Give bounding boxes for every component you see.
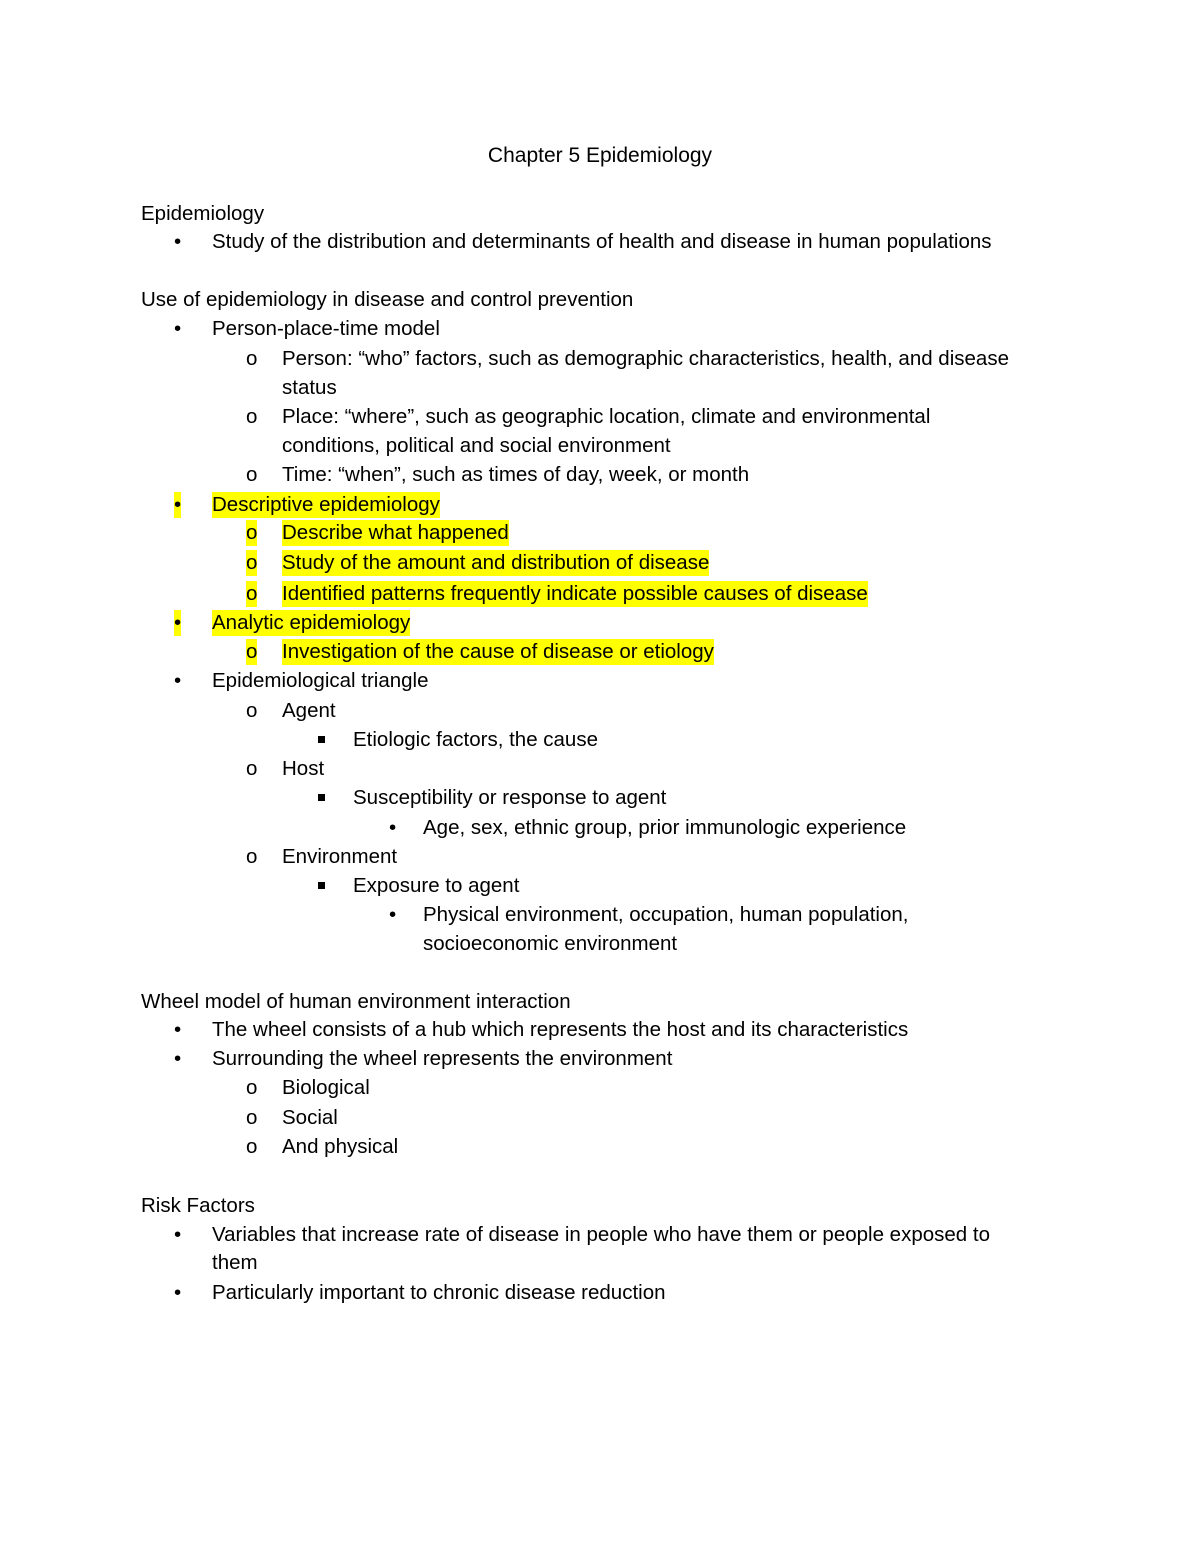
bullet-icon: • (174, 1018, 182, 1041)
circle-bullet-icon: o (246, 845, 258, 868)
page-title: Chapter 5 Epidemiology (487, 144, 713, 167)
section-heading-epidemiology: Epidemiology (141, 202, 265, 225)
circle-bullet-icon: o (246, 1135, 258, 1158)
list-item: Etiologic factors, the cause (353, 728, 598, 751)
circle-bullet-icon: o (246, 521, 258, 544)
bullet-icon: • (174, 1047, 182, 1070)
circle-bullet-icon: o (246, 551, 258, 574)
list-item-continuation: conditions, political and social environment (282, 434, 671, 457)
highlighted-list-item: Describe what happened (282, 521, 509, 544)
highlighted-list-item: Identified patterns frequently indicate possible causes of disease (282, 582, 868, 605)
bullet-icon: • (389, 903, 397, 926)
bullet-icon: • (389, 816, 397, 839)
bullet-icon: • (174, 1281, 182, 1304)
bullet-icon: • (174, 317, 182, 340)
list-item-continuation: socioeconomic environment (423, 932, 678, 955)
bullet-icon: • (174, 230, 182, 253)
circle-bullet-icon: o (246, 757, 258, 780)
list-item: Exposure to agent (353, 874, 520, 897)
circle-bullet-icon: o (246, 1106, 258, 1129)
list-item: And physical (282, 1135, 399, 1158)
list-item: Social (282, 1106, 338, 1129)
bullet-icon: • (174, 1223, 182, 1246)
list-item: Place: “where”, such as geographic location, climate and environmental (282, 405, 931, 428)
list-item: Person: “who” factors, such as demographic characteristics, health, and disease (282, 347, 1009, 370)
highlighted-list-item: Investigation of the cause of disease or etiology (282, 640, 714, 663)
list-item: Host (282, 757, 325, 780)
highlighted-list-item: Study of the amount and distribution of disease (282, 551, 710, 574)
section-heading-use: Use of epidemiology in disease and control prevention (141, 288, 634, 311)
circle-bullet-icon: o (246, 347, 258, 370)
list-item: Particularly important to chronic disease reduction (212, 1281, 666, 1304)
section-heading-wheel: Wheel model of human environment interaction (141, 990, 571, 1013)
square-bullet-icon (318, 727, 325, 753)
highlighted-list-item: Analytic epidemiology (212, 611, 411, 634)
list-item: Age, sex, ethnic group, prior immunologic experience (423, 816, 907, 839)
section-heading-risk: Risk Factors (141, 1194, 255, 1217)
bullet-icon: • (174, 493, 182, 516)
list-item: Biological (282, 1076, 370, 1099)
circle-bullet-icon: o (246, 405, 258, 428)
list-item: Person-place-time model (212, 317, 440, 340)
list-item: Surrounding the wheel represents the environment (212, 1047, 673, 1070)
circle-bullet-icon: o (246, 582, 258, 605)
list-item: Variables that increase rate of disease in people who have them or people exposed to (212, 1223, 990, 1246)
list-item-continuation: them (212, 1251, 258, 1274)
list-item: Environment (282, 845, 398, 868)
circle-bullet-icon: o (246, 699, 258, 722)
list-item: Study of the distribution and determinants of health and disease in human populations (212, 230, 992, 253)
circle-bullet-icon: o (246, 463, 258, 486)
list-item-continuation: status (282, 376, 337, 399)
list-item: The wheel consists of a hub which represents the host and its characteristics (212, 1018, 909, 1041)
list-item: Physical environment, occupation, human population, (423, 903, 909, 926)
circle-bullet-icon: o (246, 1076, 258, 1099)
square-bullet-icon (318, 873, 325, 899)
list-item: Susceptibility or response to agent (353, 786, 667, 809)
highlighted-list-item: Descriptive epidemiology (212, 493, 440, 516)
circle-bullet-icon: o (246, 640, 258, 663)
list-item: Agent (282, 699, 336, 722)
list-item: Epidemiological triangle (212, 669, 429, 692)
list-item: Time: “when”, such as times of day, week, or month (282, 463, 750, 486)
bullet-icon: • (174, 611, 182, 634)
square-bullet-icon (318, 785, 325, 811)
bullet-icon: • (174, 669, 182, 692)
